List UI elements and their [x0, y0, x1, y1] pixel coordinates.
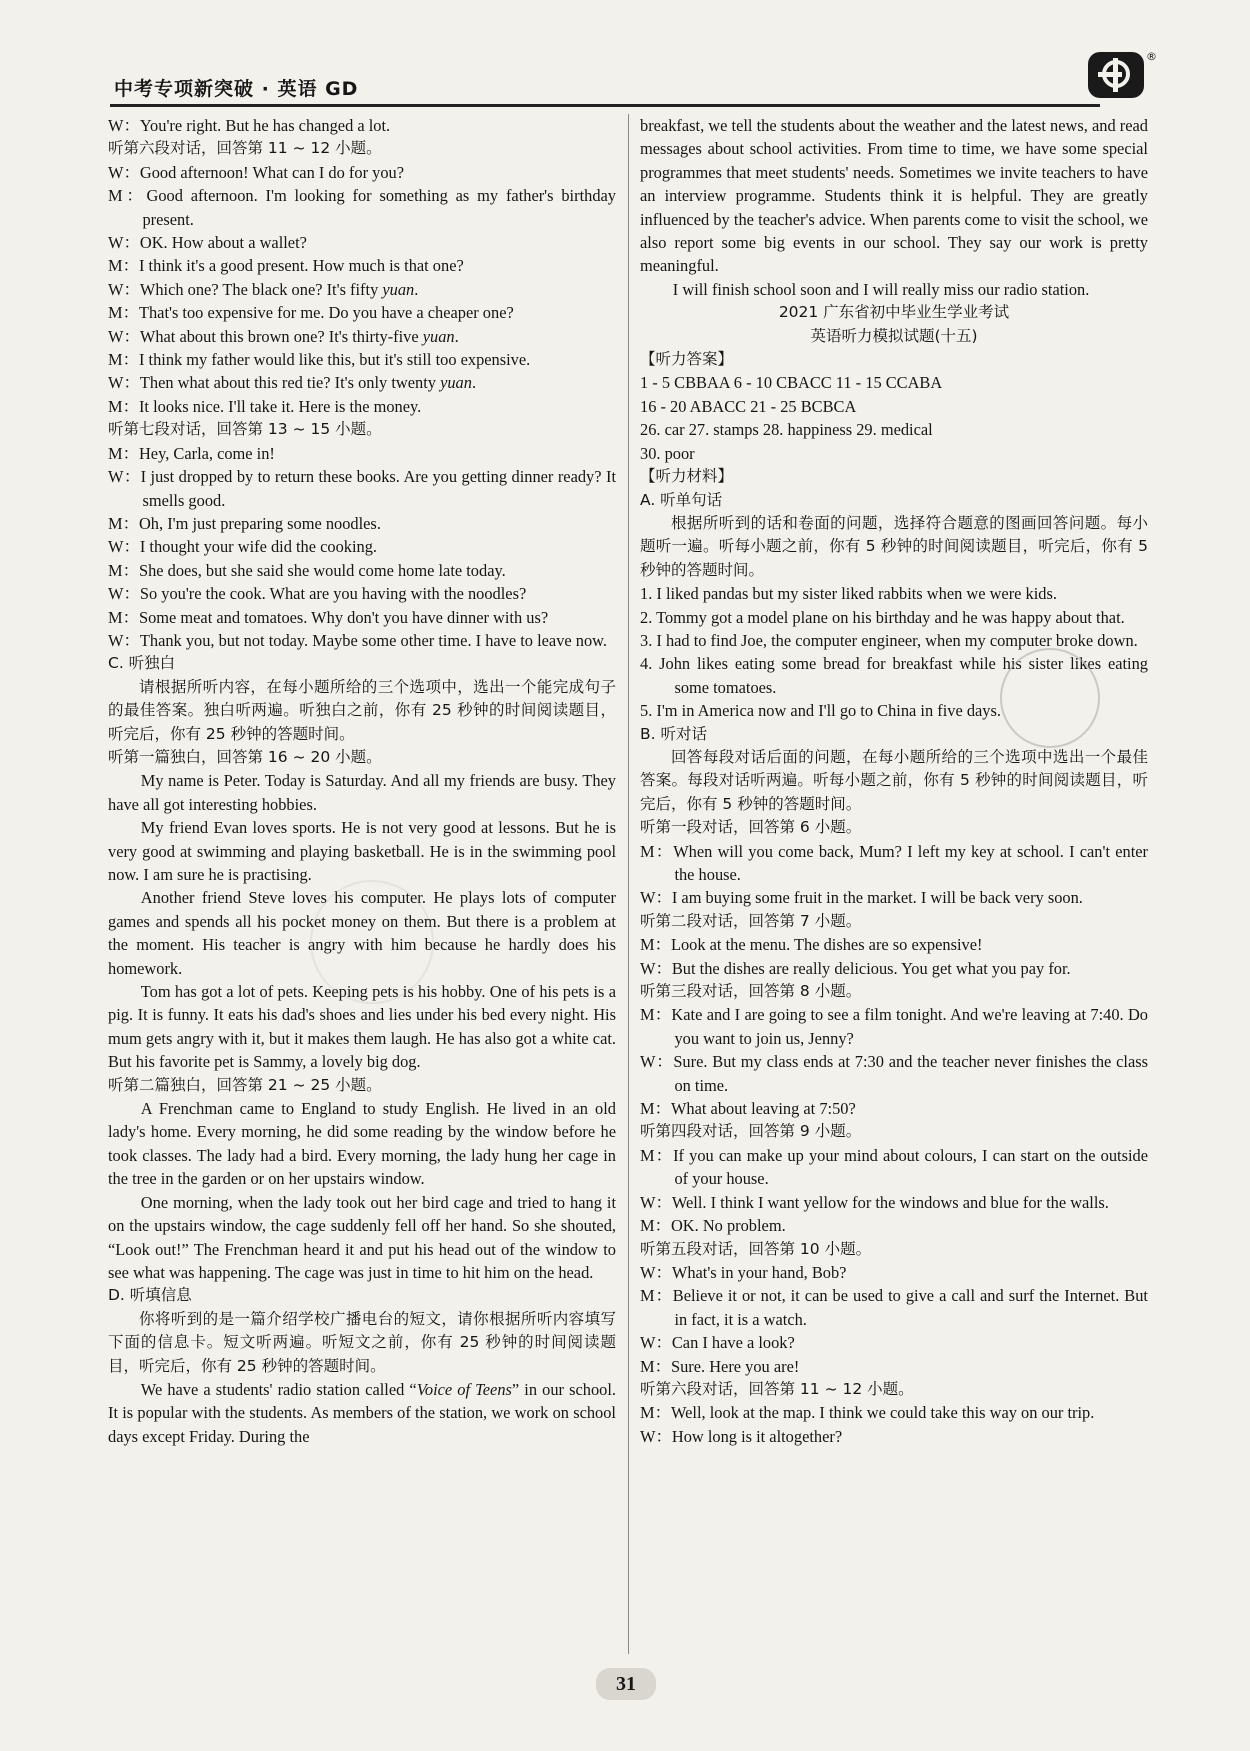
left_column-paragraph: My friend Evan loves sports. He is not very good at lessons. But he is very good at swimming and playing basketball. He is in the swimming pool now. I am sure he is practising. [108, 818, 616, 884]
left_column-paragraph: W：Then what about this red tie? It's only twenty yuan. [108, 373, 477, 393]
left_column-paragraph: D. 听填信息 [108, 1286, 192, 1305]
page-number: 31 [596, 1668, 656, 1700]
right_column-paragraph: M：Well, look at the map. I think we could take this way on our trip. [640, 1403, 1095, 1423]
right_column-paragraph: M：If you can make up your mind about colours, I can start on the outside of your house. [640, 1145, 1148, 1189]
right_column-paragraph: M：Sure. Here you are! [640, 1356, 800, 1376]
left_column-paragraph: C. 听独白 [108, 654, 176, 673]
left_column-paragraph: One morning, when the lady took out her bird cage and tried to hang it on the upstairs window, the cage suddenly fell off her hand. So she shouted, “Look out!” The Frenchman heard it and put his head out of the window to see what was happening. The cage was just in time to hit him on the head. [108, 1192, 616, 1282]
right_column-paragraph: 26. car 27. stamps 28. happiness 29. medical [640, 420, 933, 440]
right-column [640, 114, 1148, 1448]
header-rule [110, 104, 1100, 107]
publisher-logo [1088, 52, 1144, 98]
right_column-paragraph: 1 - 5 CBBAA 6 - 10 CBACC 11 - 15 CCABA [640, 373, 943, 393]
left_column-paragraph: We have a students' radio station called “Voice of Teens” in our school. It is popular with the students. As members of the station, we work on school days except Friday. During the [108, 1379, 617, 1446]
right_column-paragraph: A. 听单句话 [640, 490, 723, 509]
right_column-paragraph: M：What about leaving at 7:50? [640, 1099, 856, 1119]
right_column-paragraph: 回答每段对话后面的问题，在每小题所给的三个选项中选出一个最佳答案。每段对话听两遍。听每小题之前，你有 5 秒钟的时间阅读题目，听完后，你有 5 秒钟的答题时间。 [640, 747, 1148, 813]
right_column-paragraph: 【听力答案】 [640, 350, 734, 369]
right_column-paragraph: W：I am buying some fruit in the market. I will be back very soon. [640, 888, 1083, 908]
right_column-paragraph: W：How long is it altogether? [640, 1426, 843, 1446]
left_column-paragraph: M：I think my father would like this, but it's still too expensive. [108, 350, 531, 370]
registered-mark: ® [1146, 50, 1157, 63]
right_column-paragraph: 听第四段对话，回答第 9 小题。 [640, 1122, 862, 1141]
page-header [100, 50, 1157, 106]
right_column-paragraph: breakfast, we tell the students about the weather and the latest news, and read messages about school activities. From time to time, we have some special programmes that meet students' needs. Sometimes we invite teachers to have an interview programme. Students think it is helpful. They are greatly influenced by the teacher's advice. When parents come to visit the school, we also report some big events in our school. They say our work is pretty meaningful. [640, 116, 1148, 276]
right_column-paragraph: M：OK. No problem. [640, 1216, 786, 1236]
right_column-paragraph: B. 听对话 [640, 724, 707, 743]
left_column-paragraph: 听第一篇独白，回答第 16 ~ 20 小题。 [108, 747, 382, 766]
watermark-stamp [1000, 648, 1100, 748]
right_column-paragraph: M：When will you come back, Mum? I left my key at school. I can't enter the house. [640, 841, 1148, 884]
left_column-paragraph: Tom has got a lot of pets. Keeping pets is his hobby. One of his pets is a pig. It is funny. It eats his dad's shoes and lies under his bed every night. His mum gets angry with it, but it makes them laugh. He has also got a white cat. But his favorite pet is Sammy, a lovely big dog. [108, 982, 616, 1072]
left_column-paragraph: W：Thank you, but not today. Maybe some other time. I have to leave now. [108, 630, 608, 650]
left_column-paragraph: W：I thought your wife did the cooking. [108, 537, 378, 557]
left_column-paragraph: M：It looks nice. I'll take it. Here is the money. [108, 396, 422, 416]
left_column-paragraph: W：I just dropped by to return these books. Are you getting dinner ready? It smells good. [108, 467, 616, 510]
right_column-paragraph: 听第五段对话，回答第 10 小题。 [640, 1239, 872, 1258]
right_column-paragraph: 3. I had to find Joe, the computer engineer, when my computer broke down. [640, 630, 1138, 650]
left_column-paragraph: M：That's too expensive for me. Do you have a cheaper one? [108, 303, 514, 323]
left_column-paragraph: W：OK. How about a wallet? [108, 233, 307, 253]
left_column-paragraph: M：Hey, Carla, come in! [108, 443, 275, 463]
right_column-paragraph: 听第一段对话，回答第 6 小题。 [640, 818, 862, 837]
right_column-paragraph: 2021 广东省初中毕业生学业考试 [778, 303, 1010, 322]
right_column-paragraph: 听第六段对话，回答第 11 ~ 12 小题。 [640, 1379, 914, 1398]
left_column-paragraph: 请根据所听内容，在每小题所给的三个选项中，选出一个能完成句子的最佳答案。独白听两遍。听独白之前，你有 25 秒钟的时间阅读题目，听完后，你有 25 秒钟的答题时间。 [108, 677, 616, 743]
right_column-paragraph: 听第三段对话，回答第 8 小题。 [640, 982, 862, 1001]
left_column-paragraph: W：You're right. But he has changed a lot. [108, 116, 391, 135]
left_column-paragraph: 听第七段对话，回答第 13 ~ 15 小题。 [108, 420, 382, 439]
right_column-paragraph: M：Believe it or not, it can be used to give a call and surf the Internet. But in fact, it is a watch. [640, 1286, 1148, 1329]
right_column-paragraph: 4. John likes eating some bread for breakfast while his sister likes eating some tomatoes. [640, 654, 1148, 697]
watermark-stamp-faint [310, 880, 434, 1004]
right_column-paragraph: 英语听力模拟试题(十五) [810, 326, 978, 345]
left_column-paragraph: M：She does, but she said she would come home late today. [108, 560, 506, 580]
right_column-paragraph: I will finish school soon and I will really miss our radio station. [672, 279, 1090, 299]
left_column-paragraph: 你将听到的是一篇介绍学校广播电台的短文，请你根据所听内容填写下面的信息卡。短文听两遍。听短文之前，你有 25 秒钟的时间阅读题目，听完后，你有 25 秒钟的答题时间。 [108, 1309, 616, 1375]
left_column-paragraph: W：Which one? The black one? It's fifty yuan. [108, 279, 419, 299]
right_column-paragraph: 2. Tommy got a model plane on his birthday and he was happy about that. [640, 607, 1125, 627]
right_column-paragraph: M：Look at the menu. The dishes are so expensive! [640, 935, 983, 955]
left_column-paragraph: 听第二篇独白，回答第 21 ~ 25 小题。 [108, 1075, 382, 1094]
left_column-paragraph: W：So you're the cook. What are you having with the noodles? [108, 584, 527, 604]
left_column-paragraph: Another friend Steve loves his computer. He plays lots of computer games and spends all his pocket money on them. But there is a problem at the moment. His teacher is angry with him because he hardly does his homework. [108, 888, 616, 978]
right_column-paragraph: 1. I liked pandas but my sister liked rabbits when we were kids. [640, 584, 1057, 604]
right_column-paragraph: W：Can I have a look? [640, 1333, 795, 1353]
left_column-paragraph: M：Good afternoon. I'm looking for something as my father's birthday present. [108, 186, 616, 229]
right_column-paragraph: 5. I'm in America now and I'll go to China in five days. [640, 701, 1001, 721]
logo-bar-horizontal [1098, 72, 1122, 77]
right_column-paragraph: M：Kate and I are going to see a film tonight. And we're leaving at 7:40. Do you want to join us, Jenny? [640, 1005, 1148, 1048]
right_column-paragraph: W：Well. I think I want yellow for the windows and blue for the walls. [640, 1192, 1109, 1212]
right_column-paragraph: W：Sure. But my class ends at 7:30 and the teacher never finishes the class on time. [640, 1052, 1148, 1095]
right_column-paragraph: 根据所听到的话和卷面的问题，选择符合题意的图画回答问题。每小题听一遍。听每小题之前，你有 5 秒钟的时间阅读题目，听完后，你有 5 秒钟的答题时间。 [640, 513, 1148, 579]
left_column-paragraph: M：Oh, I'm just preparing some noodles. [108, 513, 381, 533]
right_column-paragraph: W：What's in your hand, Bob? [640, 1262, 847, 1282]
left-column [108, 114, 616, 1448]
column-divider [628, 114, 629, 1654]
right_column-paragraph: 30. poor [640, 443, 695, 463]
right_column-paragraph: 16 - 20 ABACC 21 - 25 BCBCA [640, 396, 857, 416]
left_column-paragraph: A Frenchman came to England to study English. He lived in an old lady's home. Every morning, he did some reading by the window before he took classes. The lady had a bird. Every morning, the lady hung her cage in the tree in the garden or on her upstairs window. [108, 1099, 616, 1189]
right_column-paragraph: 听第二段对话，回答第 7 小题。 [640, 911, 862, 930]
left_column-paragraph: W：What about this brown one? It's thirty-five yuan. [108, 326, 459, 346]
left_column-paragraph: My name is Peter. Today is Saturday. And all my friends are busy. They have all got interesting hobbies. [108, 771, 616, 814]
running-title: 中考专项新突破 · 英语 GD [114, 78, 359, 100]
right_column-paragraph: 【听力材料】 [640, 467, 734, 486]
left_column-paragraph: W：Good afternoon! What can I do for you? [108, 162, 404, 182]
left_column-paragraph: M：I think it's a good present. How much is that one? [108, 256, 464, 276]
left_column-paragraph: 听第六段对话，回答第 11 ~ 12 小题。 [108, 139, 382, 158]
left_column-paragraph: M：Some meat and tomatoes. Why don't you have dinner with us? [108, 607, 549, 627]
right_column-paragraph: W：But the dishes are really delicious. You get what you pay for. [640, 958, 1071, 978]
